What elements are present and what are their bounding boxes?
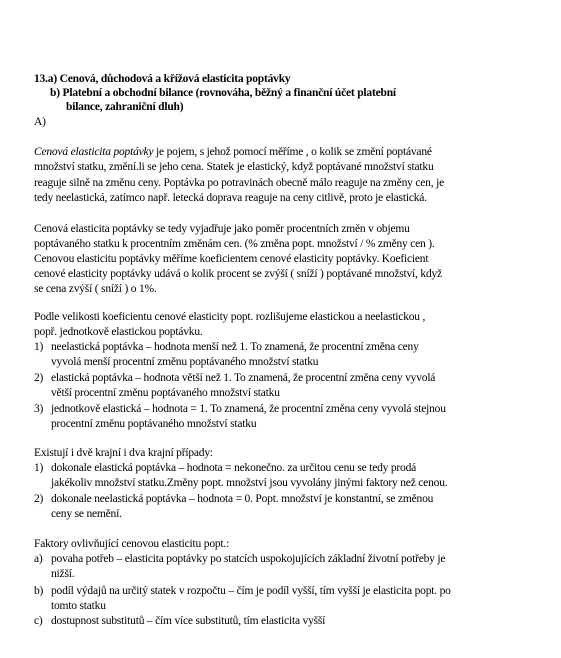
list-item-line-2: procentní změnu poptávaného množství statku (51, 418, 257, 430)
heading-line-1: 13.a) Cenová, důchodová a křížová elasticita poptávky (34, 73, 291, 85)
paragraph-2-line-1: Cenová elasticita poptávky se tedy vyjadřuje jako poměr procentních změn v objemu (34, 223, 410, 235)
paragraph-1-line-2: množství statku, změní.li se jeho cena. Statek je elastický, když poptávané množství statku (34, 161, 434, 173)
list-item-line-2: ceny se nemění. (51, 508, 122, 520)
list-item-number: 2) (34, 493, 44, 505)
list-item-letter: a) (34, 553, 43, 565)
paragraph-1-line-1 (34, 145, 432, 159)
list-item-line-1: neelastická poptávka – hodnota menší než 1. To znamená, že procentní změna ceny (51, 341, 419, 353)
list-item-line-1: podíl výdajů na určitý statek v rozpočtu – čím je podíl vyšší, tím vyšší je elasticita popt. po (51, 585, 451, 597)
paragraph-5-intro: Faktory ovlivňující cenovou elasticitu popt.: (34, 538, 230, 550)
list-item-line-1: povaha potřeb – elasticita poptávky po statcích uspokojujících základní životní potřeby je (51, 553, 446, 565)
paragraph-2-line-5: se cena zvýší ( sníží ) o 1%. (34, 283, 157, 295)
paragraph-4-intro: Existují i dvě krajní i dva krajní případy: (34, 447, 213, 459)
paragraph-3-intro-2: popř. jednotkově elastickou poptávku. (34, 326, 203, 338)
paragraph-2-line-2: poptávaného statku k procentním změnám cen. (% změna popt. množství / % změny cen ). (34, 238, 435, 250)
paragraph-2-line-3: Cenovou elasticitu poptávky měříme koeficientem cenové elasticity poptávky. Koeficient (34, 253, 429, 265)
list-item-line-2: vyvolá menší procentní změnu poptávaného množství statku (51, 356, 319, 368)
list-item-line-1: dostupnost substitutů – čím více substitutů, tím elasticita vyšší (51, 615, 326, 627)
paragraph-1-line-4: tedy neelastická, zatímco např. letecká doprava reaguje na ceny citlivě, proto je elastická. (34, 192, 427, 204)
list-item-letter: c) (34, 615, 43, 627)
list-item-line-2: nižší. (51, 568, 75, 580)
list-item-letter: b) (34, 585, 44, 597)
paragraph-1-line-3: reaguje silně na změnu ceny. Poptávka po potravinách obecně málo reaguje na změny cen, je (34, 177, 444, 189)
list-item-line-2: větší procentní změnu poptávaného množství statku (51, 387, 280, 399)
list-item-line-1: dokonale neelastická poptávka – hodnota = 0. Popt. množství je konstantní, se změnou (51, 493, 434, 505)
paragraph-1-line-1-rest: je pojem, s jehož pomocí měříme , o kolik se změní poptávané (153, 146, 432, 158)
list-item-line-1: elastická poptávka – hodnota větší než 1. To znamená, že procentní změna ceny vyvolá (51, 372, 436, 384)
paragraph-3-intro-1: Podle velikosti koeficientu cenové elasticity popt. rozlišujeme elastickou a neelastickou , (34, 311, 426, 323)
list-item-line-1: dokonale elastická poptávka – hodnota = nekonečno. za určitou cenu se tedy prodá (51, 462, 417, 474)
list-item-line-2: tomto statku (51, 600, 106, 612)
list-item-number: 3) (34, 403, 44, 415)
heading-line-3: bilance, zahraniční dluh) (66, 101, 184, 113)
list-item-line-1: jednotkově elastická – hodnota = 1. To znamená, že procentní změna ceny vyvolá stejnou (51, 403, 446, 415)
list-item-line-2: jakékoliv množství statku.Změny popt. množství jsou vyvolány jinými faktory než cenou. (51, 477, 448, 489)
paragraph-2-line-4: cenové elasticity poptávky udává o kolik procent se zvýší ( sníží ) poptávané množství, když (34, 268, 442, 280)
section-label: A) (34, 116, 46, 128)
list-item-number: 1) (34, 341, 44, 353)
list-item-number: 2) (34, 372, 44, 384)
list-item-number: 1) (34, 462, 44, 474)
heading-line-2: b) Platební a obchodní bilance (rovnováha, běžný a finanční účet platební (50, 87, 396, 99)
term-italic: Cenová elasticita poptávky (34, 146, 154, 158)
